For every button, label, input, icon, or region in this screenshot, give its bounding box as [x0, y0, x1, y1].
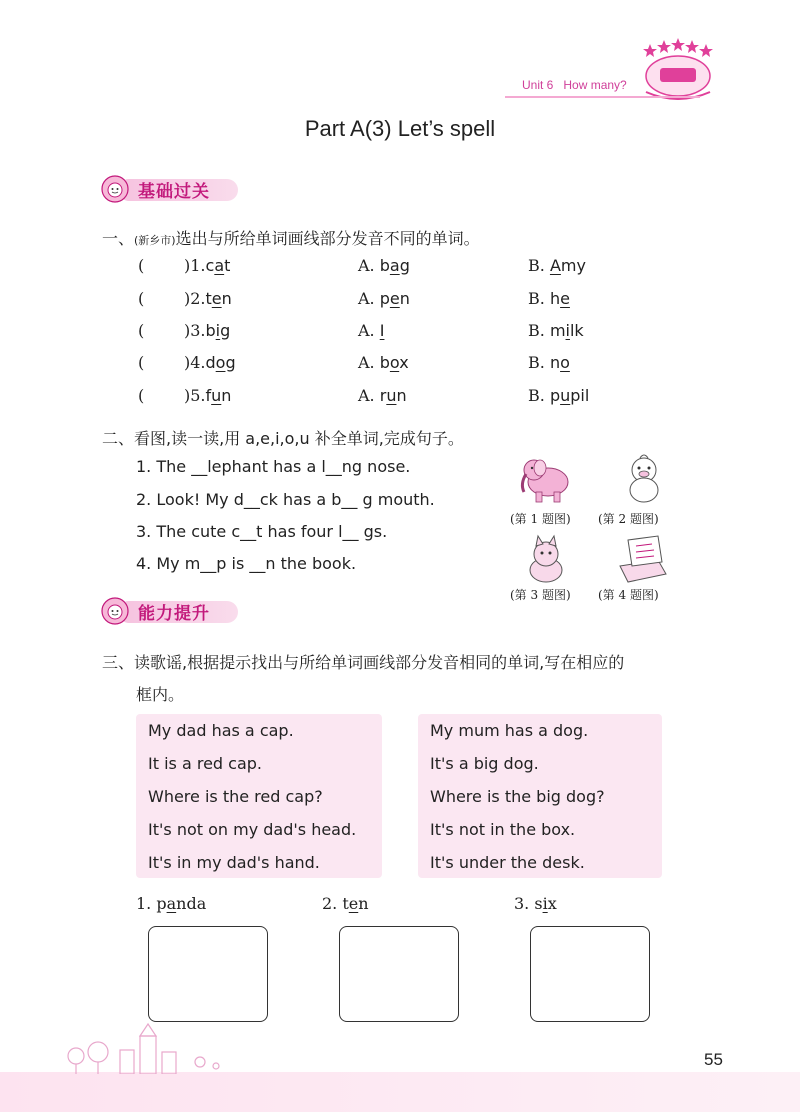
q1-item-word	[184, 321, 230, 340]
option	[528, 353, 570, 372]
underlined-letters: u	[386, 386, 397, 405]
word-part: b	[379, 256, 390, 275]
word-part: pil	[570, 386, 590, 405]
answer-paren-open[interactable]: (	[138, 353, 145, 372]
word-part: m	[549, 321, 566, 340]
option	[528, 386, 589, 405]
underlined-letters: e	[560, 289, 570, 308]
word-prefix: 2. t	[322, 894, 349, 913]
word-part: r	[379, 386, 387, 405]
underlined-letters: I	[379, 321, 385, 340]
word	[206, 289, 232, 308]
underlined-letters: i	[215, 321, 221, 340]
word-suffix: n	[358, 894, 369, 913]
cat-picture	[516, 530, 576, 590]
chant-box-right	[418, 714, 662, 878]
chant-right-line-5: It's under the desk.	[430, 853, 585, 872]
option-letter: B.	[528, 321, 550, 340]
unit-title: How many?	[563, 78, 627, 92]
underlined-letters: u	[560, 386, 571, 405]
word-part: n	[549, 353, 561, 372]
q2-instruction: 看图,读一读,用 a,e,i,o,u 补全单词,完成句子。	[134, 429, 464, 448]
chant-left-line-4: It's not on my dad's head.	[148, 820, 357, 839]
word	[206, 256, 231, 275]
q2-heading	[102, 426, 464, 449]
underlined-letters: o	[560, 353, 570, 372]
q3-number: 三、	[102, 653, 135, 672]
section-title-basic: 基础过关	[138, 182, 210, 202]
q1-option-a	[358, 321, 384, 340]
word-part: t	[224, 256, 231, 275]
option	[358, 289, 410, 308]
option-letter: A.	[358, 386, 380, 405]
q1-option-a	[358, 289, 410, 308]
q1-item-word	[184, 289, 232, 308]
word-prefix: 1. p	[136, 894, 167, 913]
option-letter: A.	[358, 353, 380, 372]
item-number: )2.	[184, 289, 206, 308]
word-part: p	[549, 386, 561, 405]
underlined-letters: a	[389, 256, 400, 275]
boy-avatar-icon	[100, 596, 130, 626]
word-part: n	[221, 289, 232, 308]
answer-paren-open[interactable]: (	[138, 386, 145, 405]
q1-item-word	[184, 353, 236, 372]
q3-instruction-line1: 读歌谣,根据提示找出与所给单词画线部分发音相同的单词,写在相应的	[134, 653, 625, 672]
word-prefix: 3. s	[514, 894, 543, 913]
underlined-letters: e	[211, 289, 222, 308]
word-part: n	[396, 386, 407, 405]
q1-option-b	[528, 386, 589, 405]
chant-box-left	[136, 714, 382, 878]
q2-sentence-1: 1. The __lephant has a l__ng nose.	[136, 457, 411, 476]
section-pill-basic	[100, 176, 260, 202]
item-number: )1.	[184, 256, 206, 275]
section-title-ability: 能力提升	[138, 604, 210, 624]
header-divider	[505, 96, 700, 98]
word-part: b	[379, 353, 390, 372]
word-part: n	[221, 386, 232, 405]
word-part: t	[205, 289, 212, 308]
picture-caption-1: (第 1 题图)	[510, 512, 571, 526]
item-number: )5.	[184, 386, 206, 405]
q1-option-b	[528, 289, 570, 308]
q1-instruction: 选出与所给单词画线部分发音不同的单词。	[175, 229, 480, 248]
word	[206, 321, 231, 340]
answer-box-2[interactable]	[339, 926, 459, 1022]
q3-heading	[102, 650, 624, 673]
option-letter: B.	[528, 353, 550, 372]
q3-word-3	[514, 894, 557, 913]
word-suffix: nda	[176, 894, 207, 913]
word-part: d	[205, 353, 216, 372]
answer-box-3[interactable]	[530, 926, 650, 1022]
chant-left-line-1: My dad has a cap.	[148, 721, 294, 740]
underlined-letters: e	[389, 289, 400, 308]
duck-picture	[614, 448, 674, 508]
q1-heading	[102, 226, 480, 249]
q1-item-word	[184, 256, 230, 275]
option	[528, 321, 584, 340]
word-part: b	[205, 321, 216, 340]
chant-left-line-5: It's in my dad's hand.	[148, 853, 320, 872]
picture-caption-3: (第 3 题图)	[510, 588, 571, 602]
q2-number: 二、	[102, 429, 135, 448]
option	[358, 256, 410, 275]
page-number: 55	[704, 1050, 723, 1069]
word	[206, 386, 232, 405]
word-part: h	[549, 289, 561, 308]
word-part: c	[205, 256, 215, 275]
q1-option-b	[528, 353, 570, 372]
q1-number: 一、	[102, 229, 135, 248]
q1-option-a	[358, 386, 407, 405]
q2-sentence-2: 2. Look! My d__ck has a b__ g mouth.	[136, 490, 435, 509]
option-letter: A.	[358, 289, 380, 308]
map-book-picture	[612, 530, 672, 590]
answer-paren-open[interactable]: (	[138, 289, 145, 308]
picture-caption-2: (第 2 题图)	[598, 512, 659, 526]
q1-item-word	[184, 386, 231, 405]
word-part: g	[225, 353, 236, 372]
option-letter: B.	[528, 256, 550, 275]
footer-band	[0, 1072, 800, 1112]
item-number: )4.	[184, 353, 206, 372]
word-part: p	[379, 289, 390, 308]
q1-option-a	[358, 256, 410, 275]
underlined-letters: u	[211, 386, 222, 405]
answer-paren-open[interactable]: (	[138, 256, 145, 275]
underlined-letters: a	[214, 256, 225, 275]
underlined-letters: o	[389, 353, 400, 372]
word-underlined: i	[542, 894, 548, 913]
chant-left-line-2: It is a red cap.	[148, 754, 262, 773]
option	[358, 386, 407, 405]
option	[528, 256, 586, 275]
unit-header	[522, 78, 627, 92]
word-underlined: a	[166, 894, 177, 913]
word-underlined: e	[348, 894, 359, 913]
book-logo-badge	[636, 36, 720, 100]
word	[206, 353, 236, 372]
answer-paren-open[interactable]: (	[138, 321, 145, 340]
option	[528, 289, 570, 308]
page-title: Part A(3) Let’s spell	[304, 116, 496, 141]
word-part: x	[399, 353, 409, 372]
q2-sentence-4: 4. My m__p is __n the book.	[136, 554, 357, 573]
chant-right-line-2: It's a big dog.	[430, 754, 539, 773]
word-part: my	[560, 256, 586, 275]
option	[358, 353, 409, 372]
q1-option-b	[528, 321, 584, 340]
q2-sentence-3: 3. The cute c__t has four l__ gs.	[136, 522, 388, 541]
word-suffix: x	[547, 894, 557, 913]
castle-decoration-icon	[60, 1022, 230, 1074]
q1-option-a	[358, 353, 409, 372]
q1-source: (新乡市)	[134, 234, 176, 247]
chant-left-line-3: Where is the red cap?	[148, 787, 323, 806]
section-pill-ability	[100, 598, 260, 624]
girl-avatar-icon	[100, 174, 130, 204]
chant-right-line-4: It's not in the box.	[430, 820, 576, 839]
underlined-letters: i	[565, 321, 570, 340]
option-letter: B.	[528, 289, 550, 308]
word-part: n	[399, 289, 410, 308]
option-letter: A.	[358, 256, 380, 275]
option	[358, 321, 384, 340]
item-number: )3.	[184, 321, 206, 340]
q3-word-1	[136, 894, 206, 913]
word-part: g	[220, 321, 231, 340]
word-part: f	[205, 386, 212, 405]
option-letter: B.	[528, 386, 550, 405]
word-part: g	[399, 256, 410, 275]
word-part: lk	[569, 321, 584, 340]
underlined-letters: o	[215, 353, 226, 372]
unit-number: Unit 6	[522, 78, 554, 92]
q3-instruction-line2: 框内。	[136, 685, 185, 704]
q3-word-2	[322, 894, 369, 913]
elephant-picture	[516, 448, 576, 508]
underlined-letters: A	[549, 256, 561, 275]
answer-box-1[interactable]	[148, 926, 268, 1022]
option-letter: A.	[358, 321, 380, 340]
chant-right-line-3: Where is the big dog?	[430, 787, 605, 806]
picture-caption-4: (第 4 题图)	[598, 588, 659, 602]
chant-right-line-1: My mum has a dog.	[430, 721, 589, 740]
q1-option-b	[528, 256, 586, 275]
